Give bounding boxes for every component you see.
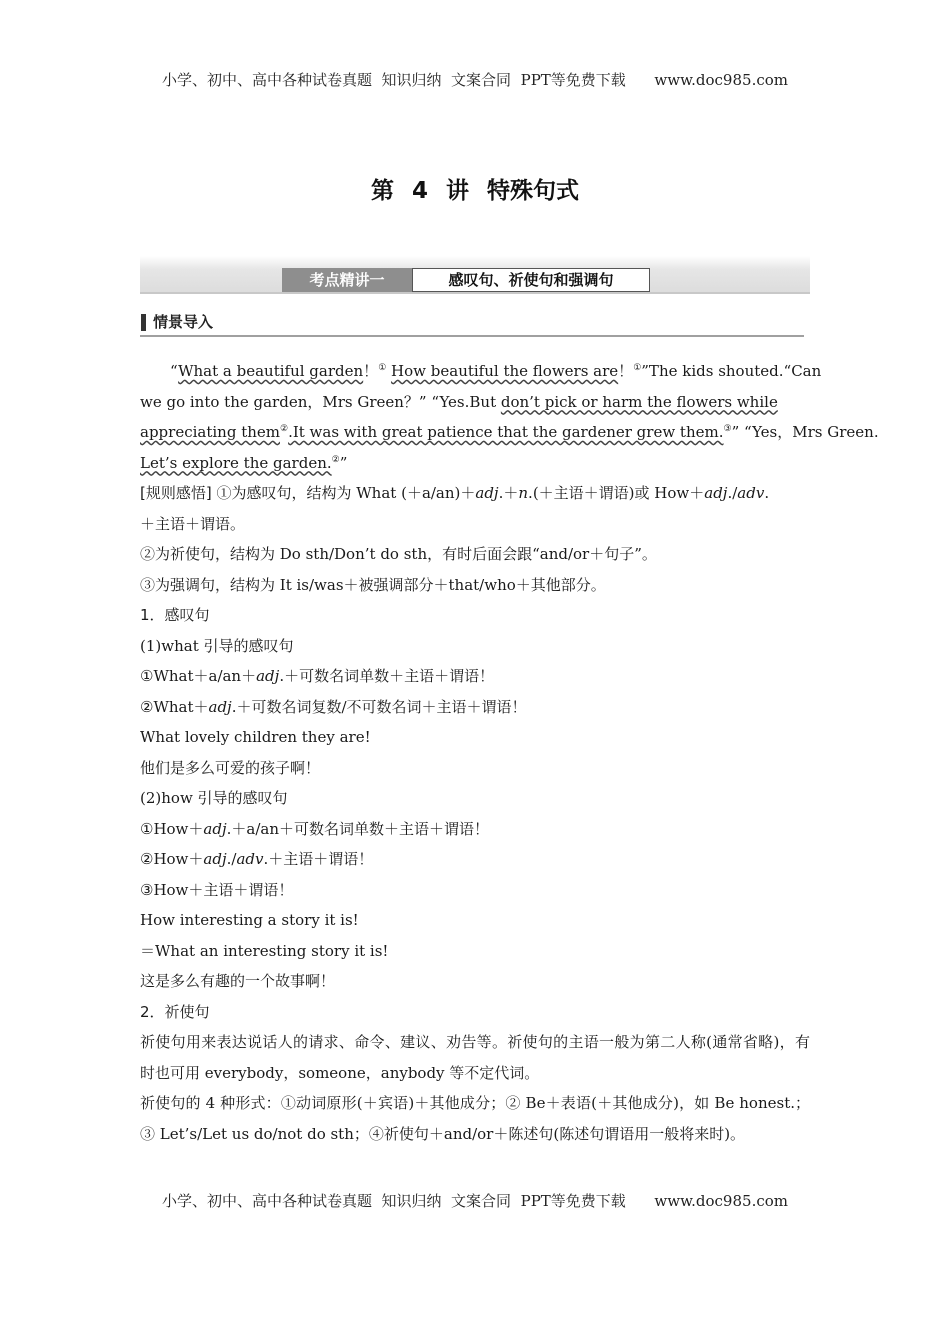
rules-label: [规则感悟] — [140, 484, 212, 502]
what-pattern-2: ②What＋adj.＋可数名词复数/不可数名词＋主语＋谓语！ — [140, 697, 527, 716]
sentence-3b: appreciating them — [140, 423, 280, 441]
heading-exclamatory: 1．感叹句 — [140, 606, 210, 624]
example-2-zh: 这是多么有趣的一个故事啊！ — [140, 972, 336, 990]
sentence-5: Let’s explore the garden. — [140, 453, 332, 472]
intro-heading — [140, 311, 804, 337]
rule-1: [规则感悟] ①为感叹句，结构为 What (＋a/an)＋adj.＋n.(＋主语＋谓语)或 How＋adj./adv. — [140, 484, 770, 502]
header-watermark: 小学、初中、高中各种试卷真题 知识归纳 文案合同 PPT等免费下载 www.doc985.com — [161, 71, 788, 89]
heading-bar-icon — [141, 314, 146, 331]
sentence-4: .It was with great patience that the gardener grew them. — [288, 423, 724, 441]
story-line-1: “What a beautiful garden！① How beautiful the flowers are！①”The kids shouted.“Can — [170, 362, 822, 380]
sentence-1: What a beautiful garden — [178, 362, 364, 380]
section-tag: 考点精讲一 — [282, 268, 412, 292]
how-heading: (2)how 引导的感叹句 — [140, 789, 288, 807]
example-2-eq: ＝What an interesting story it is! — [140, 941, 389, 960]
marker-2: ① — [633, 363, 642, 373]
intro-heading-label: 情景导入 — [153, 313, 214, 331]
how-pattern-3: ③How＋主语＋谓语！ — [140, 880, 294, 899]
story-line-3: appreciating them②.It was with great patience that the gardener grew them.③” “Yes，Mrs Green. — [140, 423, 879, 441]
page-title: 第 4 讲 特殊句式 — [370, 178, 580, 204]
example-1-en: What lovely children they are! — [140, 728, 371, 746]
imperative-paragraph-1: 祈使句用来表达说话人的请求、命令、建议、劝告等。祈使句的主语一般为第二人称(通常省略)，有时也可用 everybody，someone，anybody 等不定代词。 — [140, 1033, 810, 1082]
how-pattern-1: ①How＋adj.＋a/an＋可数名词单数＋主语＋谓语！ — [140, 819, 489, 838]
section-name: 感叹句、祈使句和强调句 — [412, 268, 650, 292]
story-line-2: we go into the garden，Mrs Green？” “Yes.But don’t pick or harm the flowers while — [140, 392, 778, 411]
rule-3: ③为强调句，结构为 It is/was＋被强调部分＋that/who＋其他部分。 — [140, 575, 606, 594]
example-1-zh: 他们是多么可爱的孩子啊！ — [140, 758, 321, 777]
rule-2: ②为祈使句，结构为 Do sth/Don’t do sth，有时后面会跟“and/or＋句子”。 — [140, 545, 657, 563]
what-pattern-1: ①What＋a/an＋adj.＋可数名词单数＋主语＋谓语！ — [140, 667, 495, 685]
how-pattern-2: ②How＋adj./adv.＋主语＋谓语！ — [140, 850, 374, 868]
story-line-4: Let’s explore the garden.②” — [140, 453, 348, 472]
what-heading: (1)what 引导的感叹句 — [140, 636, 294, 655]
footer-watermark: 小学、初中、高中各种试卷真题 知识归纳 文案合同 PPT等免费下载 www.doc985.com — [161, 1192, 788, 1210]
sentence-3a: don’t pick or harm the flowers while — [500, 392, 778, 411]
example-2-en: How interesting a story it is! — [140, 911, 359, 929]
main-content — [140, 356, 879, 1149]
marker-5: ② — [331, 454, 340, 465]
marker-3: ② — [279, 424, 289, 434]
marker-1: ① — [378, 363, 387, 373]
imperative-paragraph-2: 祈使句的 4 种形式：①动词原形(＋宾语)＋其他成分；② Be＋表语(＋其他成分)，如 Be honest.；③ Let’s/Let us do/not do sth；④祈使句＋and/or＋陈述句(陈述句谓语用一般将来时)。 — [140, 1094, 810, 1143]
marker-4: ③ — [723, 424, 732, 434]
heading-imperative: 2．祈使句 — [140, 1002, 210, 1021]
sentence-2: How beautiful the flowers are — [391, 362, 619, 380]
rule-1-cont: ＋主语＋谓语。 — [140, 514, 246, 533]
